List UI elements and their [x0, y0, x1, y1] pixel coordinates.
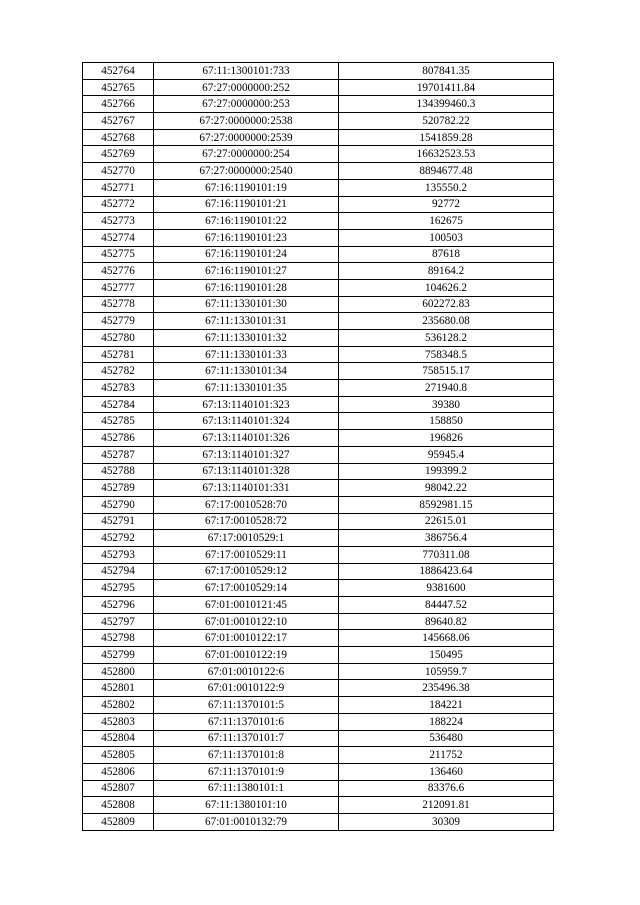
value-cell: 145668.06	[339, 630, 554, 647]
row-number-cell: 452798	[83, 630, 154, 647]
table-row	[83, 346, 554, 363]
cadastral-number-cell: 67:01:0010121:45	[154, 597, 339, 614]
table-row	[83, 96, 554, 113]
row-number-cell: 452770	[83, 163, 154, 180]
row-number-cell: 452787	[83, 446, 154, 463]
value-cell: 536128.2	[339, 330, 554, 347]
cadastral-number-cell: 67:27:0000000:2539	[154, 129, 339, 146]
value-cell: 235496.38	[339, 680, 554, 697]
value-cell: 16632523.53	[339, 146, 554, 163]
table-row	[83, 747, 554, 764]
cadastral-number-cell: 67:17:0010529:11	[154, 546, 339, 563]
cadastral-number-cell: 67:27:0000000:2538	[154, 113, 339, 130]
row-number-cell: 452790	[83, 496, 154, 513]
table-row	[83, 597, 554, 614]
cadastral-number-cell: 67:01:0010132:79	[154, 813, 339, 830]
value-cell: 758348.5	[339, 346, 554, 363]
cadastral-number-cell: 67:27:0000000:254	[154, 146, 339, 163]
value-cell: 235680.08	[339, 313, 554, 330]
table-row	[83, 647, 554, 664]
cadastral-number-cell: 67:16:1190101:24	[154, 246, 339, 263]
cadastral-number-cell: 67:17:0010529:1	[154, 530, 339, 547]
value-cell: 758515.17	[339, 363, 554, 380]
table-row	[83, 63, 554, 80]
table-row	[83, 513, 554, 530]
row-number-cell: 452809	[83, 813, 154, 830]
row-number-cell: 452800	[83, 663, 154, 680]
cadastral-number-cell: 67:17:0010529:14	[154, 580, 339, 597]
table-row	[83, 413, 554, 430]
data-table	[82, 62, 554, 831]
value-cell: 199399.2	[339, 463, 554, 480]
cadastral-number-cell: 67:17:0010529:12	[154, 563, 339, 580]
cadastral-number-cell: 67:11:1370101:8	[154, 747, 339, 764]
value-cell: 105959.7	[339, 663, 554, 680]
row-number-cell: 452784	[83, 396, 154, 413]
row-number-cell: 452792	[83, 530, 154, 547]
cadastral-number-cell: 67:11:1370101:5	[154, 697, 339, 714]
row-number-cell: 452775	[83, 246, 154, 263]
table-row	[83, 246, 554, 263]
cadastral-number-cell: 67:11:1330101:32	[154, 330, 339, 347]
row-number-cell: 452768	[83, 129, 154, 146]
row-number-cell: 452806	[83, 763, 154, 780]
table-row	[83, 396, 554, 413]
value-cell: 22615.01	[339, 513, 554, 530]
cadastral-number-cell: 67:11:1380101:10	[154, 797, 339, 814]
value-cell: 134399460.3	[339, 96, 554, 113]
value-cell: 95945.4	[339, 446, 554, 463]
row-number-cell: 452786	[83, 430, 154, 447]
cadastral-number-cell: 67:13:1140101:323	[154, 396, 339, 413]
cadastral-number-cell: 67:13:1140101:326	[154, 430, 339, 447]
table-row	[83, 446, 554, 463]
value-cell: 136460	[339, 763, 554, 780]
cadastral-number-cell: 67:16:1190101:27	[154, 263, 339, 280]
value-cell: 211752	[339, 747, 554, 764]
cadastral-number-cell: 67:01:0010122:17	[154, 630, 339, 647]
cadastral-number-cell: 67:27:0000000:2540	[154, 163, 339, 180]
table-body	[83, 63, 554, 831]
row-number-cell: 452785	[83, 413, 154, 430]
table-row	[83, 563, 554, 580]
table-row	[83, 129, 554, 146]
row-number-cell: 452772	[83, 196, 154, 213]
table-row	[83, 363, 554, 380]
cadastral-number-cell: 67:27:0000000:253	[154, 96, 339, 113]
row-number-cell: 452805	[83, 747, 154, 764]
row-number-cell: 452808	[83, 797, 154, 814]
cadastral-number-cell: 67:11:1370101:6	[154, 713, 339, 730]
cadastral-number-cell: 67:01:0010122:9	[154, 680, 339, 697]
value-cell: 87618	[339, 246, 554, 263]
row-number-cell: 452804	[83, 730, 154, 747]
value-cell: 8894677.48	[339, 163, 554, 180]
value-cell: 84447.52	[339, 597, 554, 614]
cadastral-number-cell: 67:27:0000000:252	[154, 79, 339, 96]
cadastral-number-cell: 67:11:1330101:33	[154, 346, 339, 363]
value-cell: 83376.6	[339, 780, 554, 797]
table-row	[83, 296, 554, 313]
row-number-cell: 452778	[83, 296, 154, 313]
row-number-cell: 452799	[83, 647, 154, 664]
value-cell: 807841.35	[339, 63, 554, 80]
cadastral-number-cell: 67:11:1330101:30	[154, 296, 339, 313]
table-row	[83, 680, 554, 697]
row-number-cell: 452769	[83, 146, 154, 163]
row-number-cell: 452788	[83, 463, 154, 480]
table-row	[83, 179, 554, 196]
row-number-cell: 452795	[83, 580, 154, 597]
table-row	[83, 613, 554, 630]
row-number-cell: 452765	[83, 79, 154, 96]
table-row	[83, 463, 554, 480]
table-row	[83, 146, 554, 163]
row-number-cell: 452803	[83, 713, 154, 730]
value-cell: 9381600	[339, 580, 554, 597]
value-cell: 212091.81	[339, 797, 554, 814]
cadastral-number-cell: 67:16:1190101:23	[154, 229, 339, 246]
row-number-cell: 452807	[83, 780, 154, 797]
row-number-cell: 452796	[83, 597, 154, 614]
row-number-cell: 452777	[83, 279, 154, 296]
row-number-cell: 452773	[83, 213, 154, 230]
cadastral-number-cell: 67:01:0010122:10	[154, 613, 339, 630]
table-row	[83, 780, 554, 797]
table-row	[83, 530, 554, 547]
row-number-cell: 452789	[83, 480, 154, 497]
table-row	[83, 813, 554, 830]
row-number-cell: 452783	[83, 380, 154, 397]
table-row	[83, 797, 554, 814]
table-row	[83, 196, 554, 213]
row-number-cell: 452774	[83, 229, 154, 246]
table-row	[83, 546, 554, 563]
value-cell: 1886423.64	[339, 563, 554, 580]
cadastral-number-cell: 67:13:1140101:328	[154, 463, 339, 480]
value-cell: 19701411.84	[339, 79, 554, 96]
value-cell: 386756.4	[339, 530, 554, 547]
value-cell: 8592981.15	[339, 496, 554, 513]
table-row	[83, 496, 554, 513]
table-row	[83, 330, 554, 347]
table-row	[83, 697, 554, 714]
row-number-cell: 452766	[83, 96, 154, 113]
value-cell: 158850	[339, 413, 554, 430]
cadastral-number-cell: 67:13:1140101:324	[154, 413, 339, 430]
value-cell: 196826	[339, 430, 554, 447]
row-number-cell: 452797	[83, 613, 154, 630]
cadastral-number-cell: 67:16:1190101:22	[154, 213, 339, 230]
value-cell: 184221	[339, 697, 554, 714]
table-row	[83, 229, 554, 246]
row-number-cell: 452767	[83, 113, 154, 130]
cadastral-number-cell: 67:11:1370101:9	[154, 763, 339, 780]
table-row	[83, 713, 554, 730]
row-number-cell: 452791	[83, 513, 154, 530]
table-row	[83, 580, 554, 597]
cadastral-number-cell: 67:16:1190101:19	[154, 179, 339, 196]
value-cell: 89164.2	[339, 263, 554, 280]
value-cell: 271940.8	[339, 380, 554, 397]
table-row	[83, 313, 554, 330]
table-row	[83, 163, 554, 180]
cadastral-number-cell: 67:16:1190101:28	[154, 279, 339, 296]
table-row	[83, 380, 554, 397]
cadastral-number-cell: 67:17:0010528:72	[154, 513, 339, 530]
cadastral-number-cell: 67:11:1370101:7	[154, 730, 339, 747]
row-number-cell: 452771	[83, 179, 154, 196]
value-cell: 100503	[339, 229, 554, 246]
value-cell: 520782.22	[339, 113, 554, 130]
table-row	[83, 430, 554, 447]
table-row	[83, 113, 554, 130]
cadastral-number-cell: 67:11:1330101:35	[154, 380, 339, 397]
value-cell: 39380	[339, 396, 554, 413]
cadastral-number-cell: 67:11:1380101:1	[154, 780, 339, 797]
row-number-cell: 452782	[83, 363, 154, 380]
table-row	[83, 630, 554, 647]
value-cell: 536480	[339, 730, 554, 747]
row-number-cell: 452776	[83, 263, 154, 280]
table-row	[83, 763, 554, 780]
value-cell: 89640.82	[339, 613, 554, 630]
cadastral-number-cell: 67:13:1140101:331	[154, 480, 339, 497]
row-number-cell: 452780	[83, 330, 154, 347]
row-number-cell: 452793	[83, 546, 154, 563]
row-number-cell: 452779	[83, 313, 154, 330]
row-number-cell: 452801	[83, 680, 154, 697]
cadastral-number-cell: 67:11:1330101:34	[154, 363, 339, 380]
value-cell: 92772	[339, 196, 554, 213]
cadastral-number-cell: 67:01:0010122:6	[154, 663, 339, 680]
value-cell: 150495	[339, 647, 554, 664]
value-cell: 188224	[339, 713, 554, 730]
table-row	[83, 279, 554, 296]
cadastral-number-cell: 67:11:1300101:733	[154, 63, 339, 80]
cadastral-number-cell: 67:01:0010122:19	[154, 647, 339, 664]
value-cell: 30309	[339, 813, 554, 830]
table-row	[83, 730, 554, 747]
row-number-cell: 452781	[83, 346, 154, 363]
value-cell: 602272.83	[339, 296, 554, 313]
value-cell: 104626.2	[339, 279, 554, 296]
table-row	[83, 213, 554, 230]
row-number-cell: 452764	[83, 63, 154, 80]
cadastral-number-cell: 67:17:0010528:70	[154, 496, 339, 513]
table-row	[83, 79, 554, 96]
value-cell: 770311.08	[339, 546, 554, 563]
value-cell: 98042.22	[339, 480, 554, 497]
table-row	[83, 663, 554, 680]
row-number-cell: 452802	[83, 697, 154, 714]
value-cell: 135550.2	[339, 179, 554, 196]
table-row	[83, 263, 554, 280]
table-row	[83, 480, 554, 497]
row-number-cell: 452794	[83, 563, 154, 580]
cadastral-number-cell: 67:13:1140101:327	[154, 446, 339, 463]
value-cell: 1541859.28	[339, 129, 554, 146]
cadastral-number-cell: 67:16:1190101:21	[154, 196, 339, 213]
value-cell: 162675	[339, 213, 554, 230]
cadastral-number-cell: 67:11:1330101:31	[154, 313, 339, 330]
